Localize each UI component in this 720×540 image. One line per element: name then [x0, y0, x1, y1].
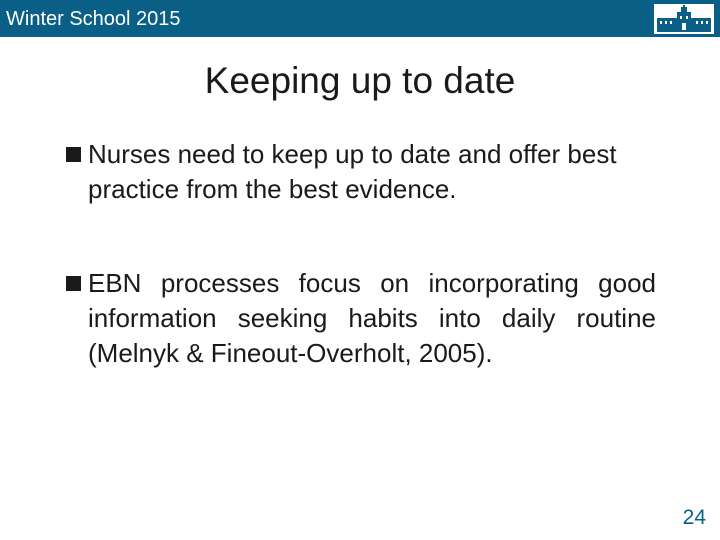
square-bullet-icon — [66, 276, 81, 291]
slide-title: Keeping up to date — [204, 60, 516, 101]
bullet-item — [66, 266, 656, 371]
bullet-text: EBN processes focus on incorporating good information seeking habits into daily routine (Melnyk & Fineout-Overholt, 2005). — [88, 268, 656, 368]
square-bullet-icon — [66, 147, 81, 162]
university-building-logo-icon — [654, 4, 714, 34]
page-number: 24 — [682, 506, 706, 529]
header-title: Winter School 2015 — [6, 8, 181, 30]
bullet-item — [66, 137, 656, 207]
header-bar — [0, 0, 720, 37]
bullet-text: Nurses need to keep up to date and offer best practice from the best evidence. — [88, 139, 617, 204]
